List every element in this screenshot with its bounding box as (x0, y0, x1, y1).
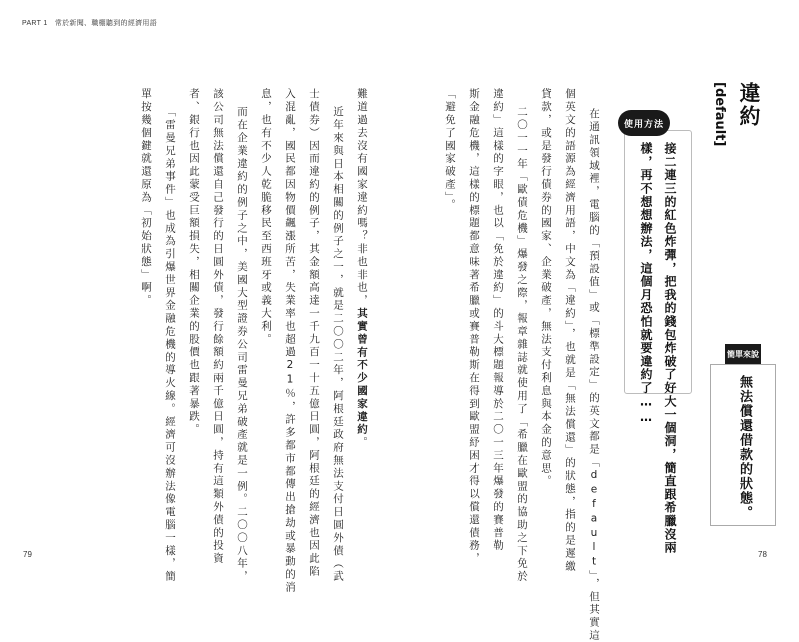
body-line: 貸款，或是發行債券的國家、企業破產，無法支付利息與本金的意思。 (540, 88, 552, 488)
usage-card (624, 130, 692, 394)
simple-label: 簡單來說 (725, 344, 761, 364)
term-english: [default] (712, 82, 727, 147)
body-line: 在通訊領域裡，電腦的「預設值」或「標準設定」的英文都是「default」，但其實這 (588, 108, 600, 642)
usage-badge: 使用方法 (618, 110, 670, 136)
usage-line: 接二連三的紅色炸彈，把我的錢包炸破了好大一個洞，簡直跟希臘沒兩 (663, 142, 677, 555)
simple-text: 無法償還借款的狀態。 (737, 375, 752, 520)
body-line: 息，也有不少人乾脆移民至西班牙或義大利。 (260, 88, 272, 346)
page-number-left: 79 (23, 550, 32, 559)
body-line-highlighted: 難道過去沒有國家違約嗎？非也非也，其實曾有不少國家違約。 (356, 88, 368, 450)
body-line: 者、銀行也因此蒙受巨額損失，相關企業的股價也跟著暴跌。 (188, 88, 200, 437)
body-line: 士債券）因而違約的例子，其金額高達一千九百一十五億日圓，阿根廷的經濟也因此陷 (308, 88, 320, 579)
body-line: 該公司無法償還自己發行的日圓外債，發行餘額約兩千億日圓，持有這類外債的投資 (212, 88, 224, 566)
usage-line: 樣，再不想想辦法，這個月恐怕就要違約了…… (639, 142, 653, 426)
page-number-right: 78 (758, 550, 767, 559)
body-line: 單按幾個鍵就還原為「初始狀態」啊。 (140, 88, 152, 308)
body-line: 個英文的語源為經濟用語，中文為「違約」，也就是「無法償還」的狀態，指的是遲繳 (564, 88, 576, 573)
body-line: 「雷曼兄弟事件」也成為引爆世界金融危機的導火線。經濟可沒辦法像電腦一樣，簡 (164, 106, 176, 584)
body-line: 而在企業違約的例子之中，美國大型證券公司雷曼兄弟破產就是一例。二〇〇八年， (236, 106, 248, 584)
body-line: 「避免了國家破產」。 (444, 88, 456, 212)
body-line: 斯金融危機，這樣的標題都意味著希臘或賽普勒斯在得到歐盟紓困才得以償還債務， (468, 88, 480, 566)
body-line: 入混亂，國民都因物價飆漲所苦，失業率也超過21％，許多都市都傳出搶劫或暴動的消 (284, 88, 296, 595)
term-title: 違約 (737, 82, 761, 128)
body-line: 違約」這樣的字眼，也以「免於違約」的斗大標題報導於二〇一三年爆發的賽普勒 (492, 88, 504, 553)
body-line: 近年來與日本相關的例子之一，就是二〇〇二年，阿根廷政府無法支付日圓外債（武 (332, 106, 344, 584)
running-header: PART 1 常於新聞、職棚聽到的經濟用語 (22, 20, 158, 27)
body-line: 二〇一一年「歐債危機」爆發之際，報章雜誌就使用了「希臘在歐盟的協助之下免於 (516, 106, 528, 584)
